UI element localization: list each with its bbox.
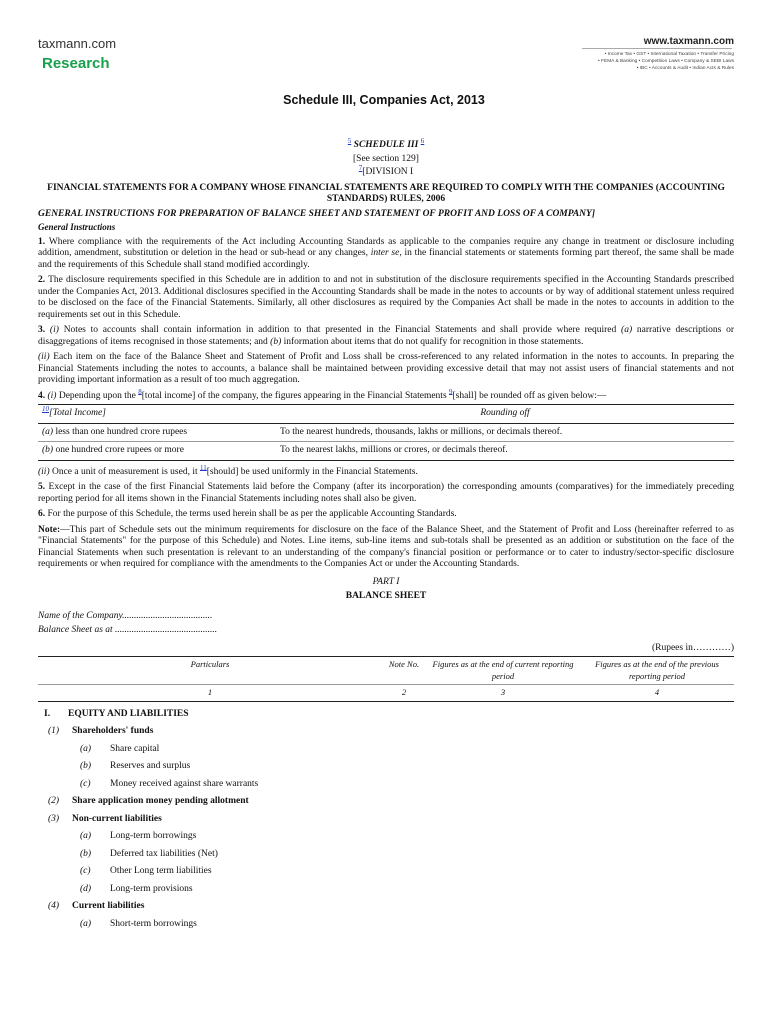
column-number: 2 — [382, 685, 426, 702]
table-row — [38, 442, 734, 461]
column-particulars: Particulars — [38, 657, 382, 685]
financial-statements-heading: FINANCIAL STATEMENTS FOR A COMPANY WHOSE FINANCIAL STATEMENTS ARE REQUIRED TO COMPLY WITH THE COMPANIES (ACCOUNTING STANDARDS) RULES, 2006 — [47, 182, 725, 204]
para-text-italic: inter se — [370, 248, 400, 258]
item-marker: (b) — [80, 761, 92, 771]
table-cell: To the nearest lakhs, millions or crores, or decimals thereof. — [276, 442, 734, 461]
division-line — [38, 163, 734, 179]
rupees-unit-note: (Rupees in…………) — [651, 642, 734, 653]
para-marker: (i) — [47, 390, 57, 401]
list-item — [38, 916, 734, 934]
item-label: Share application money pending allotment — [72, 796, 249, 806]
header-topics-line-2: • FEMA & Banking • Competition Laws • Company & SEBI Laws — [598, 59, 734, 64]
page-header — [0, 0, 768, 80]
item-label: Deferred tax liabilities (Net) — [110, 848, 218, 859]
list-item — [38, 881, 734, 899]
paragraph-4-ii — [38, 463, 734, 479]
table-number-row — [38, 685, 734, 702]
item-marker: (d) — [80, 883, 92, 894]
para-text: Depending upon the — [58, 390, 136, 401]
table-header-row — [38, 657, 734, 685]
column-previous-period: Figures as at the end of the previous reporting period — [580, 657, 734, 685]
footnote-ref[interactable]: 8 — [138, 387, 142, 396]
item-label: Short-term borrowings — [110, 918, 197, 929]
item-label: Current liabilities — [72, 901, 145, 911]
list-item — [38, 758, 734, 776]
footnote-ref[interactable]: 9 — [449, 387, 453, 396]
para-text: information about items that do not qualify for recognition in those statements. — [283, 336, 584, 347]
item-marker: (a) — [80, 918, 92, 929]
table-header: Rounding off — [276, 405, 734, 424]
rounding-table — [38, 404, 734, 461]
para-text: Each item on the face of the Balance Sheet and Statement of Profit and Loss shall be cross-referenced to any related information in the notes to accounts. In preparing the Financial Statements including the notes to accounts, a balance shall be maintained between providing excessive detail that may not assist users of financial statements and not providing important information as a result of too much aggregation. — [38, 352, 735, 385]
table-cell — [38, 442, 276, 461]
item-marker: (2) — [48, 796, 60, 806]
para-marker: (ii) — [38, 352, 50, 362]
item-marker: (c) — [80, 778, 91, 789]
item-marker: (a) — [80, 831, 92, 841]
paragraph-3 — [38, 325, 734, 348]
para-marker: (i) — [49, 325, 59, 335]
row-marker: (a) — [42, 426, 54, 437]
item-label: Other Long term liabilities — [110, 866, 212, 876]
note-paragraph — [38, 525, 734, 571]
para-text: , in the financial statements or statements forming part thereof, the same shall be made and the requirements of this Schedule shall stand modified accordingly. — [38, 248, 734, 270]
item-label: Non-current liabilities — [72, 813, 162, 824]
table-cell — [38, 423, 276, 442]
item-marker: (4) — [48, 901, 60, 911]
general-instructions-subheading: General Instructions — [38, 222, 116, 232]
see-section: [See section 129] — [353, 153, 419, 164]
document-body — [38, 136, 735, 933]
header-url[interactable]: www.taxmann.com — [643, 36, 734, 47]
list-item — [38, 741, 734, 759]
list-item — [38, 863, 734, 881]
paragraph-4 — [38, 387, 734, 403]
brand-research-logo: Research — [42, 55, 110, 72]
para-text: [should] be used uniformly in the Financial Statements. — [206, 466, 418, 477]
footnote-ref[interactable]: 5 — [347, 136, 352, 145]
item-marker: I. — [44, 708, 51, 719]
balance-sheet-items — [38, 706, 734, 934]
list-item — [38, 898, 734, 916]
column-number: 3 — [426, 685, 580, 702]
para-marker: (a) — [621, 325, 633, 335]
balance-sheet-date-line: Balance Sheet as at ........................................... — [38, 625, 218, 635]
para-text: Once a unit of measurement is used, it — [51, 466, 198, 477]
paragraph-3-ii — [38, 352, 734, 387]
para-text: [total income] of the company, the figures appearing in the Financial Statements — [141, 390, 447, 401]
paragraph-6 — [38, 509, 734, 521]
para-marker: (b) — [270, 336, 282, 347]
para-number: 5. — [38, 482, 46, 492]
paragraph-1 — [38, 237, 734, 272]
para-text: Where compliance with the requirements of the Act including Accounting Standards as applicable to the companies require any change in treatment or disclosure including addition, amendment, substitution or deletion in the head or sub-head or any changes, — [38, 236, 734, 258]
paragraph-5 — [38, 482, 734, 505]
brand-site-name: taxmann.com — [38, 36, 117, 51]
general-instructions-heading: GENERAL INSTRUCTIONS FOR PREPARATION OF BALANCE SHEET AND STATEMENT OF PROFIT AND LOSS OF A COMPANY] — [38, 208, 596, 219]
item-label: Shareholders' funds — [72, 726, 154, 736]
header-right-block — [574, 36, 734, 72]
para-number: 6. — [38, 509, 46, 519]
item-marker: (c) — [80, 866, 91, 876]
para-number: 4. — [38, 390, 46, 401]
footnote-ref[interactable]: 7 — [358, 163, 363, 172]
para-text: For the purpose of this Schedule, the terms used herein shall be as per the applicable Accounting Standards. — [47, 509, 457, 519]
para-text: —This part of Schedule sets out the minimum requirements for disclosure on the face of the Balance Sheet, and the Statement of Profit and Loss (hereinafter referred to as "Financial Statements" for the purpose of this Schedule) and Notes. Line items, sub-line items and sub-totals shall be presented as an addition or substitution on the face of the Financial Statements when such presentation is relevant to an understanding of the company's financial position or performance or to cater to industry/sector-specific disclosure requirements or when required for compliance with the amendments to the Companies Act or under the Accounting Standards. — [38, 524, 734, 569]
item-label: Reserves and surplus — [110, 761, 191, 771]
list-item — [38, 793, 734, 811]
column-current-period: Figures as at the end of current reporting period — [426, 657, 580, 685]
para-marker: (ii) — [38, 466, 50, 477]
schedule-title-line — [38, 136, 734, 152]
item-marker: (b) — [80, 848, 92, 859]
column-number: 1 — [38, 685, 382, 702]
para-text: Except in the case of the first Financial Statements laid before the Company (after its incorporation) the corresponding amounts (comparatives) for the immediately preceding reporting period for all items shown in the Financial Statements including notes shall also be given. — [38, 482, 734, 504]
row-marker: (b) — [42, 445, 54, 455]
item-label: Money received against share warrants — [110, 778, 259, 789]
para-text: The disclosure requirements specified in this Schedule are in addition to and not in substitution of the disclosure requirements specified in the Accounting Standards prescribed under the Companies Act, 2013. Additional disclosures specified in the Accounting Standards shall be made in the notes to accounts or by way of additional statement unless required to be disclosed on the face of the Financial Statements. Similarly, all other disclosures as required by the Companies Act shall be made in the notes to accounts in addition to the requirements set out in this Schedule. — [38, 275, 734, 320]
column-label: [Total Income] — [49, 408, 106, 418]
document-title: Schedule III, Companies Act, 2013 — [283, 93, 485, 107]
item-label: Share capital — [110, 743, 160, 754]
division-label: [DIVISION I — [362, 167, 414, 177]
item-label: EQUITY AND LIABILITIES — [68, 708, 189, 719]
item-marker: (1) — [48, 726, 60, 736]
column-note-no: Note No. — [382, 657, 426, 685]
row-label: less than one hundred crore rupees — [55, 426, 188, 437]
header-topics-line-3: • IBC • Accounts & Audit • Indian Acts & Rules — [636, 66, 734, 71]
header-topics-line-1: • Income Tax • GST • International Taxation • Transfer Pricing — [604, 52, 734, 57]
company-name-line: Name of the Company...................................... — [38, 610, 213, 621]
table-header — [38, 405, 276, 424]
schedule-title: SCHEDULE III — [353, 140, 419, 150]
item-label: Long-term borrowings — [110, 831, 197, 841]
item-marker: (a) — [80, 743, 92, 754]
table-cell: To the nearest hundreds, thousands, lakhs or millions, or decimals thereof. — [276, 423, 734, 442]
list-item — [38, 828, 734, 846]
list-item — [38, 811, 734, 829]
part-label: PART I — [372, 576, 400, 587]
row-label: one hundred crore rupees or more — [55, 445, 184, 455]
item-label: Long-term provisions — [110, 883, 193, 894]
list-item — [38, 723, 734, 741]
para-number: 2. — [38, 275, 46, 285]
para-number: 1. — [38, 236, 46, 247]
table-header-row — [38, 405, 734, 424]
footnote-ref[interactable]: 11 — [200, 463, 207, 472]
header-divider — [582, 48, 732, 49]
list-item — [38, 776, 734, 794]
item-marker: (3) — [48, 813, 60, 824]
list-item — [38, 706, 734, 724]
note-label: Note: — [38, 524, 61, 535]
paragraph-2 — [38, 275, 734, 321]
table-row — [38, 423, 734, 442]
footnote-ref[interactable]: 10 — [42, 404, 49, 413]
para-number: 3. — [38, 325, 46, 335]
column-number: 4 — [580, 685, 734, 702]
para-text: Notes to accounts shall contain information in addition to that presented in the Financial Statements and shall provide where required — [63, 325, 617, 335]
balance-sheet-title: BALANCE SHEET — [345, 591, 427, 601]
para-text: [shall] be rounded off as given below:— — [452, 390, 607, 401]
balance-sheet-header-table — [38, 656, 734, 702]
para-text: narrative descriptions or disaggregations of items recognised in those statements; and — [38, 325, 735, 347]
list-item — [38, 846, 734, 864]
footnote-ref[interactable]: 6 — [420, 136, 425, 145]
